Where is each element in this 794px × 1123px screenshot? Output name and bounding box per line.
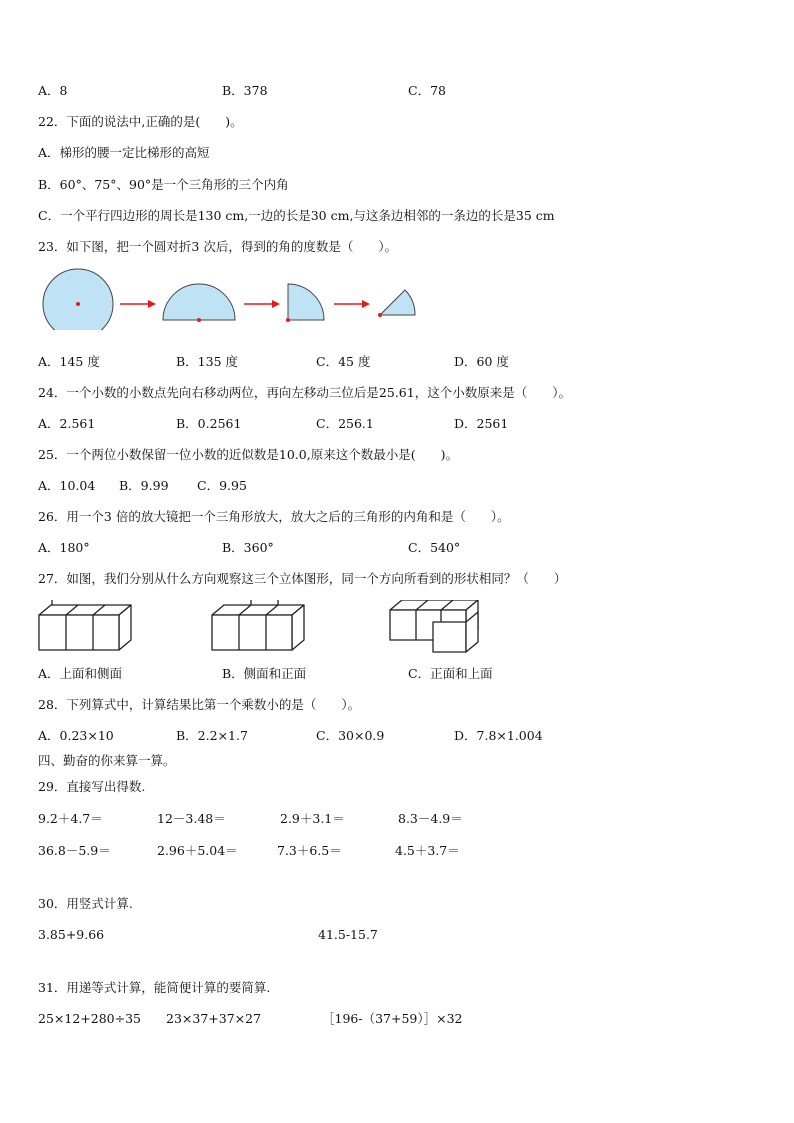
q26-stem: 26．用一个3 倍的放大镜把一个三角形放大，放大之后的三角形的内角和是（ ）。 [38,509,510,524]
q31-item: 25×12+280÷35 [38,1011,141,1026]
q27-option-c[interactable]: C．正面和上面 [408,666,493,681]
solid-1 [39,600,131,650]
center-dot [378,313,382,317]
q29-item: 8.3－4.9＝ [398,811,463,826]
cube-solids-figure [36,600,486,656]
q31-stem: 31．用递等式计算，能简便计算的要简算. [38,980,271,995]
q28-option-c[interactable]: C．30×0.9 [316,728,385,743]
q28-stem: 28．下列算式中，计算结果比第一个乘数小的是（ ）。 [38,697,361,712]
q29-item: 2.9＋3.1＝ [280,811,345,826]
q29-item: 2.96＋5.04＝ [157,843,238,858]
half-circle [163,284,235,320]
q25-option-a[interactable]: A．10.04 [38,478,96,493]
q30-stem: 30．用竖式计算. [38,896,133,911]
solid-3 [390,600,478,652]
q29-item: 4.5＋3.7＝ [395,843,460,858]
q23-option-b[interactable]: B．135 度 [176,354,239,369]
arrow-icon [334,300,370,308]
q30-item: 3.85+9.66 [38,927,105,942]
q25-option-c[interactable]: C．9.95 [197,478,247,493]
q23-option-a[interactable]: A．145 度 [38,354,100,369]
center-dot [197,318,201,322]
q26-option-a[interactable]: A．180° [38,540,90,555]
q26-option-b[interactable]: B．360° [222,540,274,555]
q24-option-d[interactable]: D．2561 [454,416,509,431]
q24-option-b[interactable]: B．0.2561 [176,416,242,431]
full-circle [43,269,113,330]
q24-option-c[interactable]: C．256.1 [316,416,374,431]
q23-stem: 23．如下图，把一个圆对折3 次后，得到的角的度数是（ ）。 [38,239,398,254]
q24-stem: 24．一个小数的小数点先向右移动两位，再向左移动三位后是25.61，这个小数原来是（ ）。 [38,385,571,400]
quarter-circle [288,284,324,320]
q28-option-b[interactable]: B．2.2×1.7 [176,728,248,743]
q25-stem: 25．一个两位小数保留一位小数的近似数是10.0,原来这个数最小是( )。 [38,447,458,462]
solid-2 [212,600,304,650]
q29-item: 36.8－5.9＝ [38,843,111,858]
q23-option-c[interactable]: C．45 度 [316,354,371,369]
q29-stem: 29．直接写出得数. [38,779,146,794]
q28-option-a[interactable]: A．0.23×10 [38,728,114,743]
q21-option-c[interactable]: C．78 [408,83,446,98]
q25-option-b[interactable]: B．9.99 [119,478,169,493]
q22-option-a[interactable]: A．梯形的腰一定比梯形的高短 [38,145,210,160]
arrow-icon [120,300,156,308]
q31-item: ［196-（37+59）］×32 [322,1011,463,1026]
section-4-heading: 四、勤奋的你来算一算。 [38,753,176,768]
center-dot [76,302,80,306]
center-dot [286,318,290,322]
q22-stem: 22．下面的说法中,正确的是( )。 [38,114,243,129]
eighth-circle [380,290,415,315]
q24-option-a[interactable]: A．2.561 [38,416,96,431]
q26-option-c[interactable]: C．540° [408,540,461,555]
q27-option-a[interactable]: A．上面和侧面 [38,666,123,681]
q30-item: 41.5-15.7 [318,927,378,942]
q29-item: 9.2＋4.7＝ [38,811,103,826]
q28-option-d[interactable]: D．7.8×1.004 [454,728,543,743]
q21-option-a[interactable]: A．8 [38,83,68,98]
q21-option-b[interactable]: B．378 [222,83,268,98]
q27-option-b[interactable]: B．侧面和正面 [222,666,307,681]
q29-item: 7.3＋6.5＝ [277,843,342,858]
arrow-icon [244,300,280,308]
q23-option-d[interactable]: D．60 度 [454,354,509,369]
q29-item: 12－3.48＝ [157,811,226,826]
q22-option-b[interactable]: B．60°、75°、90°是一个三角形的三个内角 [38,177,289,192]
q31-item: 23×37+37×27 [166,1011,262,1026]
q27-stem: 27．如图，我们分别从什么方向观察这三个立体图形，同一个方向所看到的形状相同？（ ） [38,571,567,586]
q22-option-c[interactable]: C．一个平行四边形的周长是130 cm,一边的长是30 cm,与这条边相邻的一条边的长是35 cm [38,208,555,223]
circle-folding-figure [36,268,426,330]
